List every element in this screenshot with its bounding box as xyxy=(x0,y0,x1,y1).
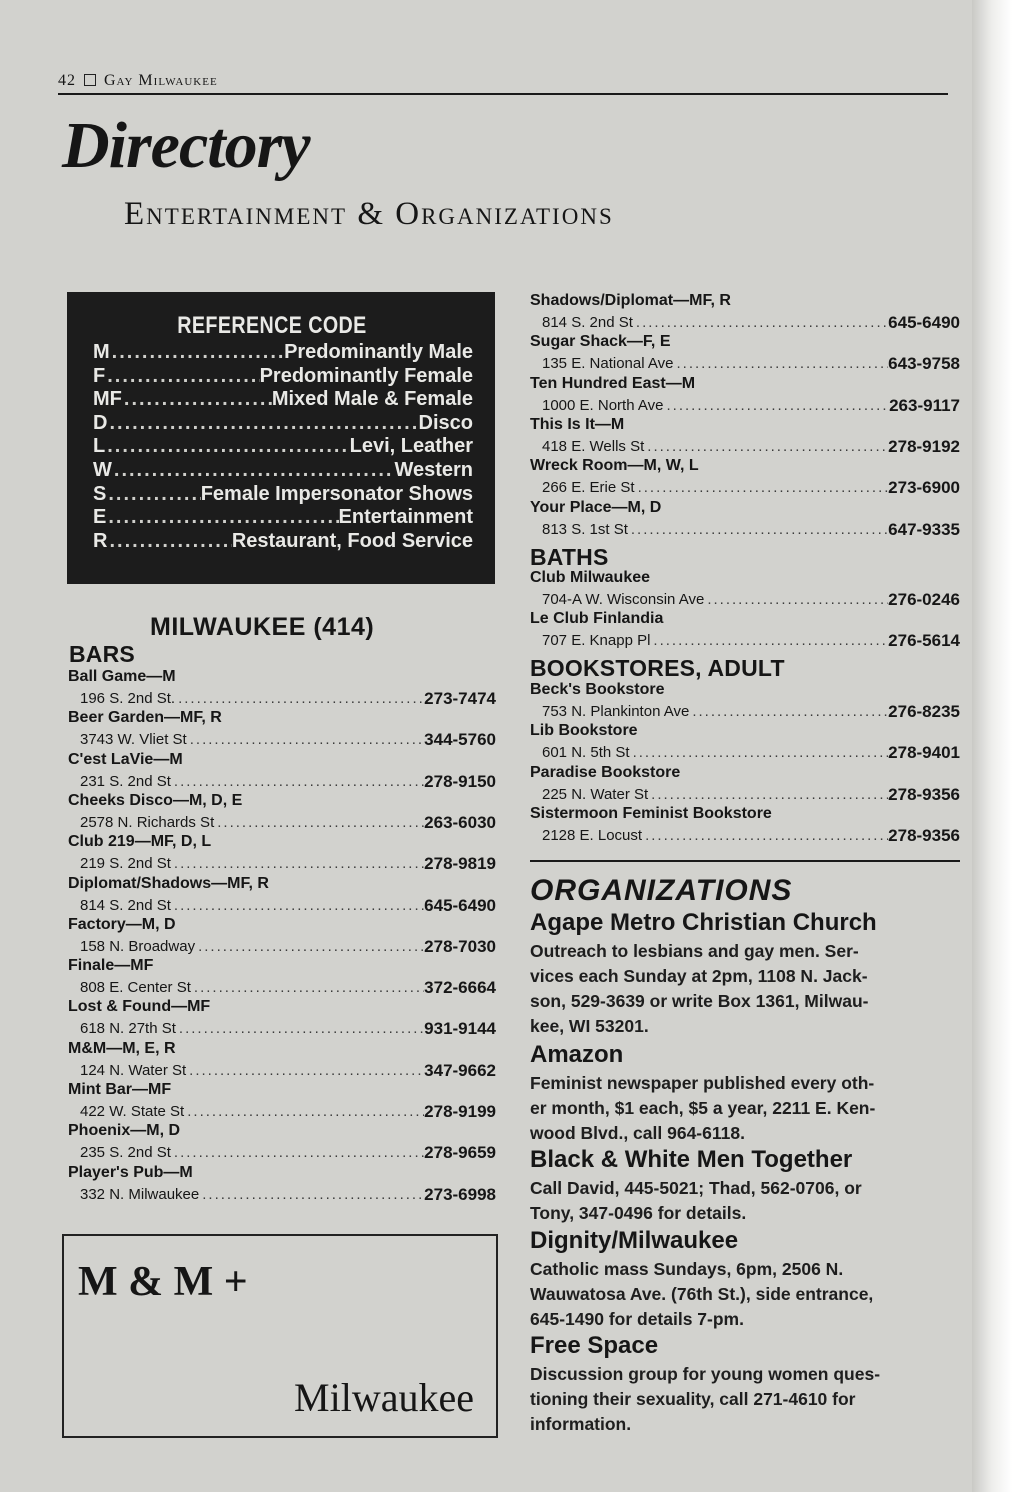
dot-leader xyxy=(175,689,424,709)
page-edge-shadow xyxy=(972,0,1012,1492)
dot-leader xyxy=(176,1019,424,1039)
reference-code-meaning: Entertainment xyxy=(338,506,473,529)
listing-address: 814 S. 2nd St xyxy=(80,896,171,914)
reference-code-row xyxy=(93,458,473,482)
listing-row xyxy=(80,1185,496,1205)
listing-row xyxy=(80,813,496,833)
listing-name: Ball Game—M xyxy=(68,668,176,685)
reference-code-meaning: Mixed Male & Female xyxy=(271,388,473,411)
listing-phone: 263-9117 xyxy=(889,395,960,415)
organization-description-line: wood Blvd., call 964-6118. xyxy=(530,1123,745,1143)
listing-row xyxy=(542,631,960,651)
listing-row xyxy=(542,590,960,610)
listing-row xyxy=(80,689,496,709)
listing-name: Factory—M, D xyxy=(68,915,176,933)
listing-name: Wreck Room—M, W, L xyxy=(530,457,699,475)
dot-leader xyxy=(107,529,231,553)
dot-leader xyxy=(171,854,424,874)
listing-address: 235 S. 2nd St xyxy=(80,1144,171,1162)
listing-phone: 278-9192 xyxy=(888,436,960,456)
listing-row xyxy=(542,520,960,540)
listing-phone: 276-5614 xyxy=(888,631,960,651)
dot-leader xyxy=(635,478,889,498)
listing-row xyxy=(542,354,960,374)
listing-name: Beer Garden—MF, R xyxy=(68,709,222,727)
organization-description-line: Call David, 445-5021; Thad, 562-0706, or xyxy=(530,1178,862,1198)
section-rule xyxy=(530,860,960,862)
dot-leader xyxy=(642,826,888,846)
listing-phone: 347-9662 xyxy=(424,1060,496,1080)
reference-code-row xyxy=(93,529,473,553)
listing-name: C'est LaVie—M xyxy=(68,750,183,768)
ad-city: Milwaukee xyxy=(294,1375,474,1420)
reference-code: D xyxy=(93,411,108,434)
listing-address: 601 N. 5th St xyxy=(542,744,630,762)
listing-phone: 645-6490 xyxy=(424,895,496,915)
dot-leader xyxy=(110,340,284,364)
organization-name: Black & White Men Together xyxy=(530,1146,853,1173)
organization-description-line: Discussion group for young women ques- xyxy=(530,1364,881,1384)
listing-row xyxy=(542,313,960,333)
dot-leader xyxy=(195,937,424,957)
listing-address: 266 E. Erie St xyxy=(542,479,635,497)
dot-leader xyxy=(184,1102,424,1122)
running-header xyxy=(58,72,218,90)
listing-phone: 278-9819 xyxy=(424,854,496,874)
listing-phone: 931-9144 xyxy=(424,1019,496,1039)
listing-phone: 278-9150 xyxy=(424,771,496,791)
category-heading-bars: BARS xyxy=(69,641,135,667)
listing-address: 753 N. Plankinton Ave xyxy=(542,703,690,720)
listing-name: Lib Bookstore xyxy=(530,722,638,740)
listing-name: Club 219—MF, D, L xyxy=(68,833,212,851)
organization-description-line: kee, WI 53201. xyxy=(530,1016,649,1036)
listing-phone: 273-7474 xyxy=(424,689,496,708)
publication-name: Gay Milwaukee xyxy=(104,72,218,89)
dot-leader xyxy=(105,364,259,388)
dot-leader xyxy=(186,1061,424,1081)
reference-code-row xyxy=(93,505,473,529)
reference-code-row xyxy=(93,482,473,506)
page-number: 42 xyxy=(58,72,76,89)
listing-row xyxy=(80,730,496,750)
reference-code-title: REFERENCE CODE xyxy=(177,312,367,339)
listing-row xyxy=(542,826,960,846)
listing-address: 707 E. Knapp Pl xyxy=(542,632,651,650)
advertisement-box xyxy=(62,1234,498,1438)
organization-description-line: tioning their sexuality, call 271-4610 for xyxy=(530,1389,856,1409)
listing-row xyxy=(80,978,496,998)
organization-description-line: vices each Sunday at 2pm, 1108 N. Jack- xyxy=(530,966,868,986)
header-rule xyxy=(58,93,948,95)
page-title: Directory xyxy=(62,109,310,182)
listing-name: Beck's Bookstore xyxy=(530,681,665,698)
listing-phone: 278-9356 xyxy=(888,784,960,804)
dot-leader xyxy=(689,702,888,722)
listing-row xyxy=(80,1061,496,1081)
listing-address: 219 S. 2nd St xyxy=(80,855,171,873)
dot-leader xyxy=(107,411,418,435)
reference-code-box xyxy=(67,292,495,584)
listing-phone: 276-8235 xyxy=(888,702,960,721)
organizations-heading: ORGANIZATIONS xyxy=(530,874,793,907)
organization-description-line: Wauwatosa Ave. (76th St.), side entrance, xyxy=(530,1284,874,1304)
listing-phone: 263-6030 xyxy=(424,812,496,832)
listing-name: Finale—MF xyxy=(68,957,154,975)
dot-leader xyxy=(106,505,338,529)
listing-row xyxy=(80,772,496,792)
category-heading-baths: BATHS xyxy=(530,544,609,570)
listing-phone: 278-9659 xyxy=(424,1143,496,1163)
listing-name: This Is It—M xyxy=(530,415,625,433)
listing-phone: 372-6664 xyxy=(424,978,496,998)
listing-name: Ten Hundred East—M xyxy=(530,374,696,392)
listing-address: 418 E. Wells St xyxy=(542,437,645,455)
listing-phone: 344-5760 xyxy=(424,730,496,750)
dot-leader xyxy=(630,743,889,763)
listing-row xyxy=(542,785,960,805)
organization-description-line: Tony, 347-0496 for details. xyxy=(530,1203,747,1223)
organization-description-line: Outreach to lesbians and gay men. Ser- xyxy=(530,941,859,961)
listing-row xyxy=(80,937,496,957)
reference-code-row xyxy=(93,434,473,458)
reference-code-row xyxy=(93,364,473,388)
dot-leader xyxy=(191,978,424,998)
organization-name: Dignity/Milwaukee xyxy=(530,1227,739,1254)
listing-address: 1000 E. North Ave xyxy=(542,396,664,414)
listing-phone: 643-9758 xyxy=(888,354,960,374)
square-bullet-icon xyxy=(84,74,96,86)
dot-leader xyxy=(171,772,424,792)
dot-leader xyxy=(673,354,888,374)
dot-leader xyxy=(648,785,888,805)
reference-code-row xyxy=(93,411,473,435)
listing-address: 704-A W. Wisconsin Ave xyxy=(542,591,705,608)
listing-name: Shadows/Diplomat—MF, R xyxy=(530,292,731,309)
organization-description-line: son, 529-3639 or write Box 1361, Milwau- xyxy=(530,991,869,1011)
listing-name: Sistermoon Feminist Bookstore xyxy=(530,804,772,822)
listing-address: 158 N. Broadway xyxy=(80,937,196,955)
listing-address: 225 N. Water St xyxy=(542,785,649,803)
listing-row xyxy=(542,478,960,498)
listing-name: Club Milwaukee xyxy=(530,569,651,586)
dot-leader xyxy=(663,396,889,416)
reference-code-row xyxy=(93,387,473,411)
listing-name: Le Club Finlandia xyxy=(530,610,664,628)
organization-description xyxy=(530,1257,966,1332)
listing-row xyxy=(542,743,960,763)
listing-address: 2128 E. Locust xyxy=(542,826,643,844)
reference-code-meaning: Levi, Leather xyxy=(349,435,473,458)
listing-phone: 273-6998 xyxy=(424,1184,496,1204)
listing-row xyxy=(80,1019,496,1039)
dot-leader xyxy=(633,313,888,333)
reference-code-meaning: Female Impersonator Shows xyxy=(200,482,473,505)
listing-phone: 278-7030 xyxy=(424,936,496,956)
reference-code: F xyxy=(93,364,106,387)
listing-name: Paradise Bookstore xyxy=(530,763,681,781)
category-heading-bookstores: BOOKSTORES, ADULT xyxy=(530,655,785,681)
listing-address: 422 W. State St xyxy=(80,1103,185,1120)
ad-headline: M & M + xyxy=(78,1259,248,1305)
reference-code: M xyxy=(93,341,110,363)
dot-leader xyxy=(650,631,888,651)
listing-address: 618 N. 27th St xyxy=(80,1020,176,1038)
organization-name: Amazon xyxy=(530,1041,624,1068)
dot-leader xyxy=(122,387,272,411)
listing-address: 814 S. 2nd St xyxy=(542,314,633,331)
reference-code: S xyxy=(93,482,107,505)
dot-leader xyxy=(112,458,395,482)
listing-address: 124 N. Water St xyxy=(80,1061,187,1079)
listing-row xyxy=(80,1102,496,1122)
listing-phone: 273-6900 xyxy=(888,478,960,498)
listing-address: 332 N. Milwaukee xyxy=(80,1185,200,1203)
organization-description xyxy=(530,939,966,1039)
listing-address: 808 E. Center St xyxy=(80,979,191,997)
listing-row xyxy=(542,437,960,457)
dot-leader xyxy=(628,520,888,540)
listing-phone: 278-9199 xyxy=(424,1102,496,1121)
listing-row xyxy=(542,396,960,416)
listing-phone: 276-0246 xyxy=(888,590,960,609)
listing-name: Mint Bar—MF xyxy=(68,1081,172,1098)
organization-description xyxy=(530,1176,966,1226)
listing-address: 813 S. 1st St xyxy=(542,520,628,538)
organization-description xyxy=(530,1071,966,1146)
listing-phone: 647-9335 xyxy=(888,519,960,539)
dot-leader xyxy=(199,1185,424,1205)
listing-phone: 645-6490 xyxy=(888,313,960,332)
listing-address: 3743 W. Vliet St xyxy=(80,731,187,749)
listing-address: 135 E. National Ave xyxy=(542,355,674,373)
listing-row xyxy=(80,1143,496,1163)
listing-row xyxy=(80,896,496,916)
city-heading: MILWAUKEE (414) xyxy=(150,613,375,641)
organization-name: Agape Metro Christian Church xyxy=(530,909,877,936)
organization-description xyxy=(530,1362,966,1437)
listing-name: Your Place—M, D xyxy=(530,498,662,516)
dot-leader xyxy=(187,730,424,750)
organization-description-line: er month, $1 each, $5 a year, 2211 E. Ken- xyxy=(530,1098,876,1118)
reference-code-meaning: Disco xyxy=(418,411,473,434)
dot-leader xyxy=(105,434,349,458)
organization-description-line: 645-1490 for details 7-pm. xyxy=(530,1309,744,1329)
organization-description-line: information. xyxy=(530,1414,632,1434)
listing-phone: 278-9356 xyxy=(888,825,960,845)
listing-name: Sugar Shack—F, E xyxy=(530,333,671,351)
listing-name: Player's Pub—M xyxy=(68,1163,193,1181)
listing-name: Diplomat/Shadows—MF, R xyxy=(68,874,269,892)
reference-code-meaning: Predominantly Female xyxy=(259,364,473,387)
page-subtitle: Entertainment & Organizations xyxy=(124,196,614,232)
reference-code: L xyxy=(93,435,106,458)
organization-name: Free Space xyxy=(530,1332,659,1359)
dot-leader xyxy=(106,482,200,506)
organization-description-line: Feminist newspaper published every oth- xyxy=(530,1073,875,1093)
reference-code: E xyxy=(93,506,107,529)
reference-code-meaning: Western xyxy=(394,459,473,481)
listing-address: 231 S. 2nd St xyxy=(80,772,171,790)
reference-code-meaning: Restaurant, Food Service xyxy=(231,529,473,552)
reference-code-meaning: Predominantly Male xyxy=(284,341,473,363)
dot-leader xyxy=(704,590,888,610)
reference-code: R xyxy=(93,529,108,552)
listing-name: Cheeks Disco—M, D, E xyxy=(68,791,243,809)
listing-row xyxy=(80,854,496,874)
listing-phone: 278-9401 xyxy=(888,743,960,763)
reference-code-row xyxy=(93,340,473,364)
dot-leader xyxy=(644,437,888,457)
listing-name: M&M—M, E, R xyxy=(68,1039,176,1057)
dot-leader xyxy=(171,1143,424,1163)
listing-address: 2578 N. Richards St xyxy=(80,813,215,831)
reference-code: W xyxy=(93,459,112,481)
listing-address: 196 S. 2nd St. xyxy=(80,690,176,707)
listing-row xyxy=(542,702,960,722)
dot-leader xyxy=(171,896,424,916)
organization-description-line: Catholic mass Sundays, 6pm, 2506 N. xyxy=(530,1259,844,1279)
listing-name: Lost & Found—MF xyxy=(68,998,211,1016)
dot-leader xyxy=(214,813,424,833)
listing-name: Phoenix—M, D xyxy=(68,1122,181,1140)
reference-code: MF xyxy=(93,388,122,411)
